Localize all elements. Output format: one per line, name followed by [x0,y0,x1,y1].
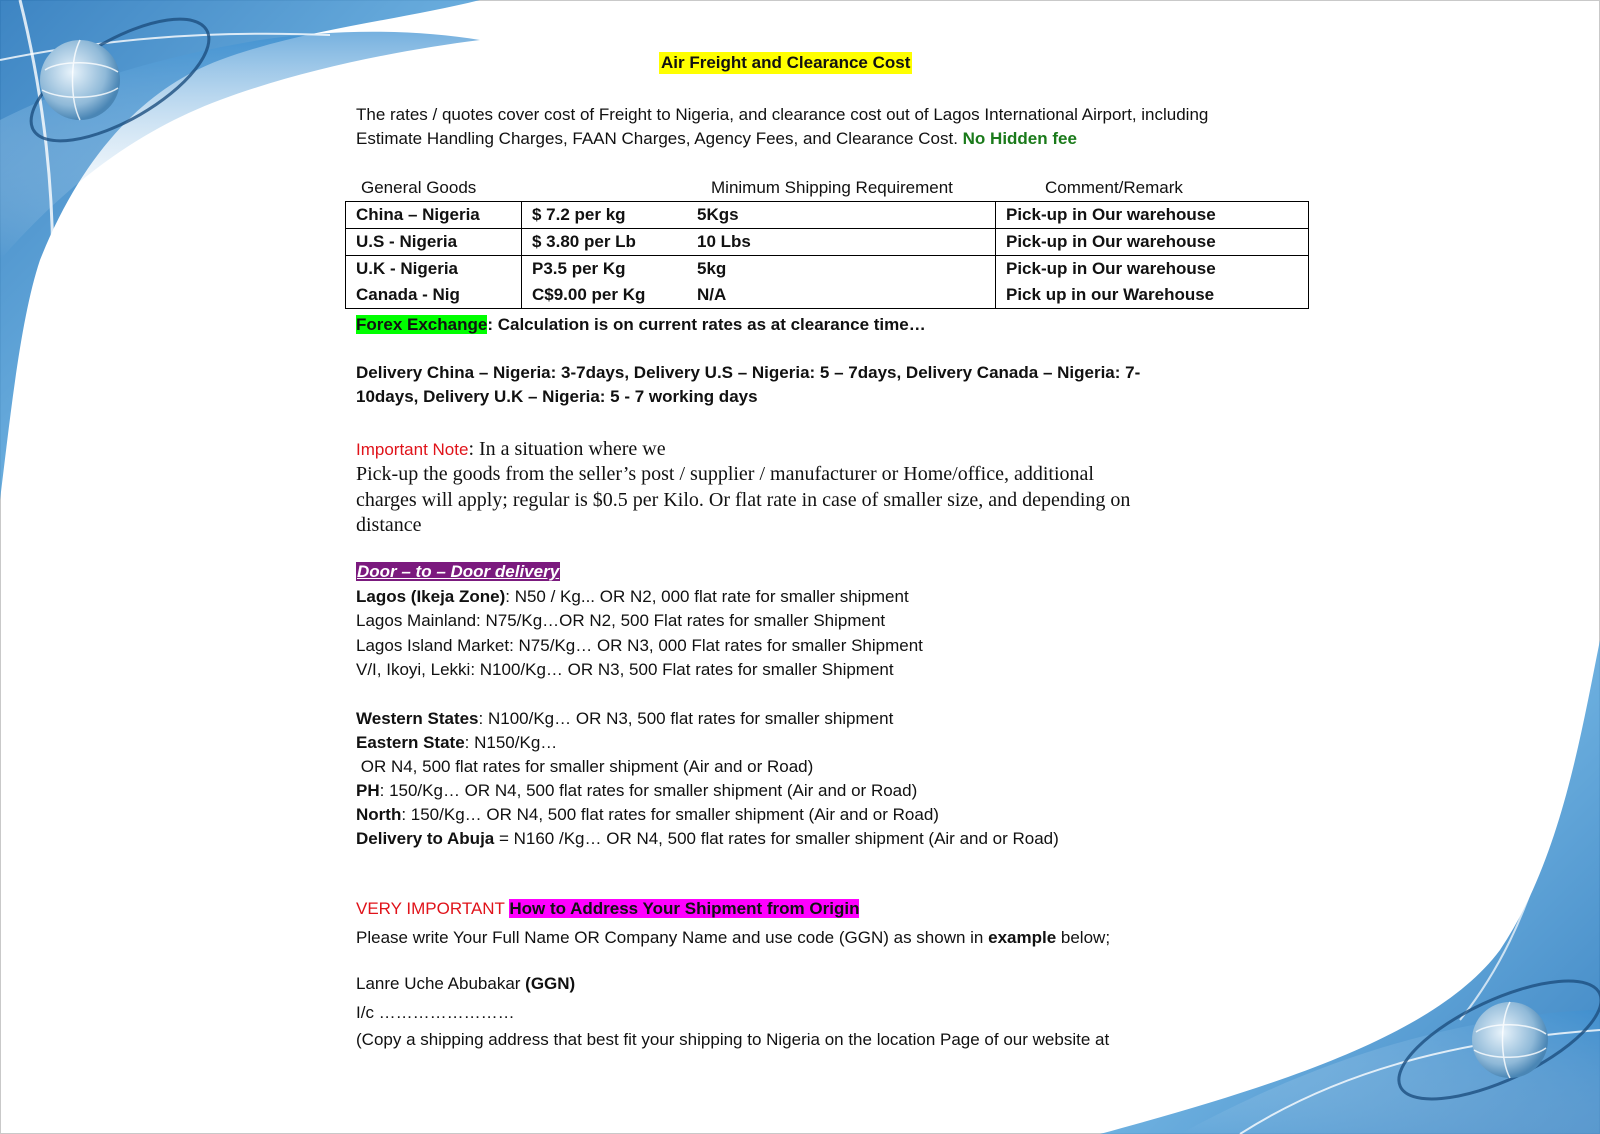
table-row [346,256,1309,283]
min-cell: N/A [687,282,996,309]
door-delivery-heading-row [356,560,560,584]
intro-text: The rates / quotes cover cost of Freight to Nigeria, and clearance cost out of Lagos International Airport, including Estimate Handling Charges, FAAN Charges, Agency Fees, and Clearance Cost. [356,105,1209,148]
header-remark: Comment/Remark [1045,178,1183,197]
delivery-times-line-1: Delivery China – Nigeria: 3-7days, Delivery U.S – Nigeria: 5 – 7days, Delivery Canada – Nigeria: 7- [356,363,1141,382]
rates-table [345,201,1309,309]
address-heading-row [356,897,859,921]
rate-cell: P3.5 per Kg [522,256,688,283]
ic-line: I/c …………………… [356,1003,515,1022]
min-cell: 10 Lbs [687,229,996,256]
list-item: Eastern State: N150/Kg… [356,733,558,752]
list-item: PH: 150/Kg… OR N4, 500 flat rates for smaller shipment (Air and or Road) [356,781,918,800]
important-note-line-2: Pick-up the goods from the seller’s post / supplier / manufacturer or Home/office, additional [356,463,1094,485]
no-hidden-fee: No Hidden fee [962,129,1077,148]
remark-cell: Pick up in our Warehouse [996,282,1309,309]
delivery-times-line-2: 10days, Delivery U.K – Nigeria: 5 - 7 working days [356,387,758,406]
example-name-line: Lanre Uche Abubakar (GGN) [356,974,576,993]
list-item: Lagos Island Market: N75/Kg… OR N3, 000 Flat rates for smaller Shipment [356,636,923,655]
route-cell: Canada - Nig [346,282,522,309]
door-delivery-heading: Door – to – Door delivery [357,562,560,581]
list-item: Lagos (Ikeja Zone): N50 / Kg... OR N2, 000 flat rate for smaller shipment [356,587,909,606]
intro-paragraph [356,103,1256,151]
route-cell: U.K - Nigeria [346,256,522,283]
important-note-line-4: distance [356,514,422,536]
rate-cell: C$9.00 per Kg [522,282,688,309]
remark-cell: Pick-up in Our warehouse [996,229,1309,256]
route-cell: China – Nigeria [346,202,522,229]
remark-cell: Pick-up in Our warehouse [996,202,1309,229]
important-note-label: Important Note [356,440,469,459]
forex-line [356,313,926,337]
list-item: Western States: N100/Kg… OR N3, 500 flat rates for smaller shipment [356,709,894,728]
header-general-goods: General Goods [361,178,477,197]
header-min-shipping: Minimum Shipping Requirement [711,178,953,197]
table-row [346,282,1309,309]
list-item: V/I, Ikoyi, Lekki: N100/Kg… OR N3, 500 Flat rates for smaller Shipment [356,660,894,679]
list-item: Delivery to Abuja = N160 /Kg… OR N4, 500 flat rates for smaller shipment (Air and or Road) [356,829,1059,848]
copy-address-line: (Copy a shipping address that best fit your shipping to Nigeria on the location Page of our website at [356,1030,1110,1049]
list-item: OR N4, 500 flat rates for smaller shipment (Air and or Road) [356,757,814,776]
page-title: Air Freight and Clearance Cost [661,53,911,72]
table-row [346,229,1309,256]
forex-label: Forex Exchange [356,315,488,334]
corner-swirl-bottom-right [1080,600,1600,1134]
table-row [346,202,1309,229]
address-instruction: Please write Your Full Name OR Company Name and use code (GGN) as shown in example below; [356,928,1111,947]
address-heading: How to Address Your Shipment from Origin [509,899,860,918]
important-note-text: : In a situation where we [468,438,666,460]
important-note-line-1 [356,437,666,462]
route-cell: U.S - Nigeria [346,229,522,256]
min-cell: 5Kgs [687,202,996,229]
rate-cell: $ 7.2 per kg [522,202,688,229]
list-item: Lagos Mainland: N75/Kg…OR N2, 500 Flat rates for smaller Shipment [356,611,886,630]
very-important-label: VERY IMPORTANT [356,899,510,918]
important-note-line-3: charges will apply; regular is $0.5 per Kilo. Or flat rate in case of smaller size, and depending on [356,489,1131,511]
remark-cell: Pick-up in Our warehouse [996,256,1309,283]
list-item: North: 150/Kg… OR N4, 500 flat rates for smaller shipment (Air and or Road) [356,805,939,824]
rate-cell: $ 3.80 per Lb [522,229,688,256]
forex-text: : Calculation is on current rates as at clearance time… [487,315,926,334]
min-cell: 5kg [687,256,996,283]
